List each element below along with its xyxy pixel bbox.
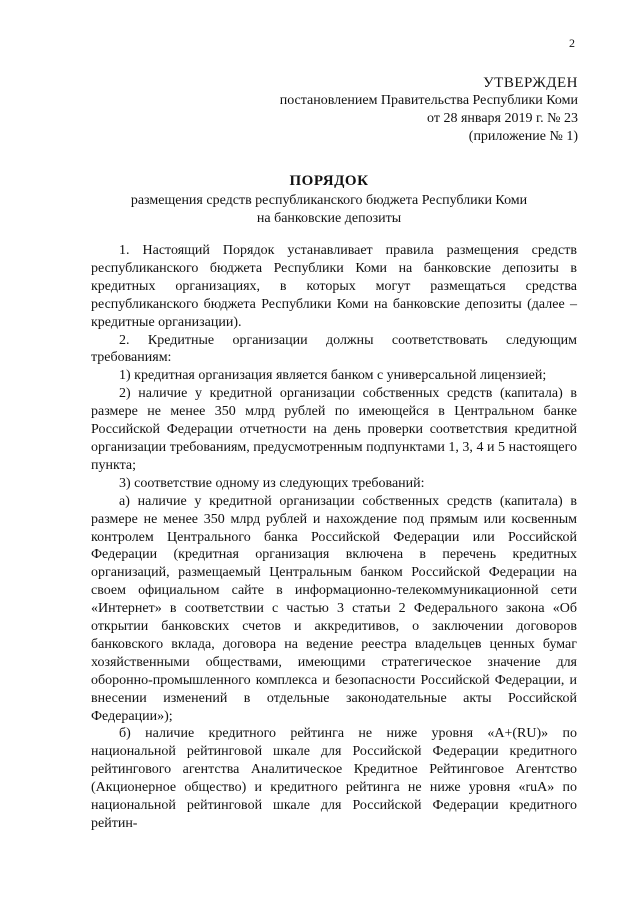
paragraph-2-item-2: 2) наличие у кредитной организации собственных средств (капитала) в размере не менее 350 млрд рублей по имеющейся в Центральном банке Российской Федерации отчетности на день проверки соответствия кредитной организации требованиям, предусмотренным подпунктами 1, 3, 4 и 5 настоящего пункта; <box>91 386 577 473</box>
paragraph-2-item-3: 3) соответствие одному из следующих требований: <box>119 475 425 491</box>
approval-attachment: (приложение № 1) <box>468 129 578 144</box>
document-subtitle-line-1: размещения средств республиканского бюджета Республики Коми <box>130 193 528 208</box>
approval-date: от 28 января 2019 г. № 23 <box>427 111 578 126</box>
paragraph-2-item-3b: б) наличие кредитного рейтинга не ниже уровня «A+(RU)» по национальной рейтинговой шкале для Российской Федерации кредитного рейтингового агентства Аналитическое Кредитное Рейтинговое Агентство (Акционерное общество) и кредитного рейтинга не ниже уровня «ruA» по национальной рейтинговой шкале для Российской Федерации кредитного рейтин- <box>91 726 577 831</box>
paragraph-1: 1. Настоящий Порядок устанавливает правила размещения средств республиканского бюджета Республики Коми на банковские депозиты в кредитных организациях, в которых могут размещаться средства республиканского бюджета Республики Коми на банковские депозиты (далее – кредитные организации). <box>91 243 577 330</box>
page-number: 2 <box>569 36 575 50</box>
document-title-block <box>104 172 554 228</box>
approval-stamp <box>158 74 578 146</box>
document-subtitle-line-2: на банковские депозиты <box>256 211 402 226</box>
document-title: ПОРЯДОК <box>289 173 369 189</box>
paragraph-2: 2. Кредитные организации должны соответствовать следующим требованиям: <box>91 332 577 366</box>
paragraph-2-item-3a: а) наличие у кредитной организации собственных средств (капитала) в размере не менее 350 млрд рублей и нахождение под прямым или косвенным контролем Центрального банка Российской Федерации или Российской Федерации (кредитная организация включена в перечень кредитных организаций, размещаемый Центральным банком Российской Федерации на своем официальном сайте в информационно-телекоммуникационной сети «Интернет» в соответствии с частью 3 статьи 2 Федерального закона «Об открытии банковских счетов и аккредитивов, о заключении договоров банковского вклада, договора на ведение реестра владельцев ценных бумаг хозяйственными обществами, имеющими стратегическое значение для оборонно-промышленного комплекса и безопасности Российской Федерации, и внесении изменений в отдельные законодательные акты Российской Федерации»); <box>91 493 577 724</box>
approval-heading: УТВЕРЖДЕН <box>483 75 578 91</box>
document-body <box>91 242 577 833</box>
paragraph-2-item-1: 1) кредитная организация является банком с универсальной лицензией; <box>119 368 547 384</box>
approval-resolution: постановлением Правительства Республики Коми <box>279 93 578 108</box>
